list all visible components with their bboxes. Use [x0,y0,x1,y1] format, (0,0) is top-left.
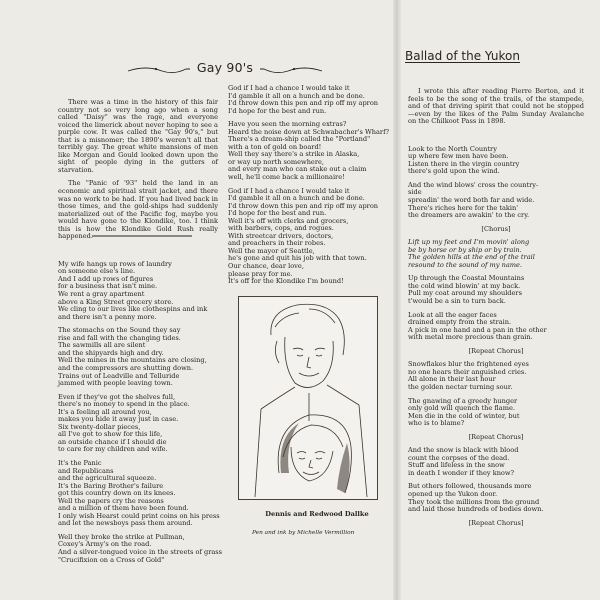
lyric-line: And I add up rows of figures [58,274,154,283]
lyric-line: I only wish Hearst could print coins on his press [58,511,220,520]
lyric-line: makes you hide it away just in case. [58,415,179,424]
lyric-line: and the agricultural squeeze. [58,474,157,483]
lyric-line: who is to blame? [408,419,465,428]
lyric-line: Well it's off with clerks and grocers, [228,216,349,225]
lyric-line: I'd gamble it all on a hunch and be done. [228,91,365,100]
lyric-line: Coxey's Army's on the road. [58,540,152,549]
lyric-stanza [58,327,218,387]
lyric-line: We rent a gray apartment [58,290,145,299]
lyric-line: The sawmills all are silent [58,341,146,350]
lyric-line: Men die in the cold of winter, but [408,411,520,420]
lyric-stanza [408,312,584,342]
yukon-lyrics [408,146,584,527]
chorus-label: [Chorus] [481,224,511,233]
lyric-line: and preachers in their robes. [228,239,326,248]
lyric-line: There's riches here for the takin' [408,203,519,212]
lyric-line: an outside chance if I should die [58,437,167,446]
lyric-line: Well the mines in the mountains are closing, [58,356,207,365]
lyric-line: the dreamers are awakin' to the cry. [408,211,530,220]
lyric-line: and there isn't a penny more. [58,312,157,321]
page-fold [393,0,401,600]
yukon-column [408,88,584,533]
lyric-line: please pray for me. [228,269,293,278]
lyric-line: got this country down on its knees. [58,489,176,498]
lyric-line: the golden nectar turning sour. [408,382,513,391]
lyric-line: only gold will quench the flame. [408,404,515,413]
lyric-line: All alone in their last hour [408,375,496,384]
lyric-line: Pull my coat around my shoulders [408,289,522,298]
lyric-line: there's no money to spend in the place. [58,400,190,409]
lyric-line: the cold wind blowin' at my back. [408,281,521,290]
lyric-line: Trains out of Leadville and Telluride [58,371,180,380]
intro-paragraph-2: The "Panic of '93" held the land in an economic and spiritual strait jacket, and there was no work to be had. If you had lived back in those times, and the gold-ships had suddenly materialized out of the Pacific fog, maybe you would have gone to the Klondike, too. I think this is how the Klondike Gold Rush really happened. [58,179,218,241]
lyric-stanza [408,275,584,305]
lyric-line: and the compressors are shutting down. [58,363,194,372]
lyric-line: It's the Panic [58,458,102,467]
lyric-line: with metal more precious than grain. [408,333,533,342]
lyric-stanza [228,188,388,286]
lyric-line: well, he'll come back a millionaire! [228,173,345,182]
lyric-line: up where few men have been. [408,152,509,161]
lyric-line: and let the newsboys pass them around. [58,519,193,528]
lyric-stanza [408,447,584,477]
illustration-caption: Dennis and Redwood Dallke [265,510,369,518]
lyric-stanza [408,361,584,391]
yukon-intro: I wrote this after reading Pierre Berton, and it feels to be the song of the trails, of the stampede, and of that driving spirit that could not be stopped—even by the likes of the Palm Sunday Avalanche on the Chilkoot Pass in 1898. [408,87,584,126]
lyric-line: there's gold upon the wind. [408,167,500,176]
lyric-line: no one hears their anguished cries. [408,367,527,376]
lyric-line: It's off for the Klondike I'm bound! [228,277,344,286]
lyric-line: jammed with people leaving town. [58,379,173,388]
lyric-stanza [58,261,218,321]
lyric-line: and every man who can stake out a claim [228,165,367,174]
lyric-line: Even if they've got the shelves full, [58,392,176,401]
lyric-line: Stuff and lifeless in the snow [408,461,505,470]
lyric-line: be by horse or by ship or by train. [408,245,522,254]
lyric-line: and the shipyards high and dry. [58,348,164,357]
lyric-stanza [408,483,584,513]
lyric-line: The gnawing of a greedy hunger [408,396,518,405]
lyric-line: Well they broke the strike at Pullman, [58,532,185,541]
lyric-line: t'would be a sin to turn back. [408,297,506,306]
lyric-line: And a silver-tongued voice in the streets of grass [58,547,223,556]
left-lyrics [58,259,223,564]
lyric-line: rise and fall with the changing tides. [58,333,181,342]
lyric-line: Listen there in the virgin country [408,159,520,168]
lyric-line: opened up the Yukon door. [408,489,498,498]
lyric-line: Well the mayor of Seattle, [228,246,315,255]
lyric-stanza [58,532,223,564]
illustration-credit: Pen and ink by Michelle Vermillion [252,530,355,536]
couple-portrait-icon [239,297,377,499]
lyric-line: Well the papers cry the reasons [58,496,164,505]
lyric-line: or way up north somewhere, [228,157,324,166]
section-divider [92,233,192,239]
lyric-line: he's gone and quit his job with that town. [228,254,367,263]
lyric-line: A pick in one hand and a pan in the other [408,325,547,334]
lyric-line: with a ton of gold on board! [228,142,322,151]
lyric-line: on someone else's line. [58,267,136,276]
lyric-line: God if I had a chance I would take it [228,186,350,195]
lyric-line: It's a feeling all around you, [58,407,152,416]
lyric-line: drained empty from the strain. [408,318,512,327]
gay-90s-title: Gay 90's [196,60,254,75]
lyric-line: for a business that isn't mine. [58,282,158,291]
lyric-line: Have you seen the morning extras? [228,120,347,129]
lyric-line: above a King Street grocery store. [58,297,174,306]
lyric-line: in death I wonder if they know? [408,468,515,477]
ballad-title: Ballad of the Yukon [405,49,520,63]
lyric-line: to care for my children and wife. [58,445,168,454]
lyric-line: There's a dream-ship called the "Portland" [228,135,371,144]
lyric-line: And the wind blows' cross the country- [408,180,539,189]
lyric-line: Look to the North Country [408,144,497,153]
lyric-line: God if I had a chance I would take it [228,84,350,92]
lyric-line: spreadin' the word both far and wide. [408,196,535,205]
lyric-line: with barbers, cops, and rogues. [228,224,334,233]
lyric-line: Our chance, dear love, [228,262,304,271]
lyric-stanza [408,398,584,428]
lyric-line: resound to the sound of my name. [408,260,522,269]
lyric-stanza [408,239,584,269]
lyric-line: Snowflakes blur the frightened eyes [408,360,529,369]
lyric-line: Six twenty-dollar pieces, [58,422,141,431]
lyric-stanza [58,460,218,528]
chorus-label: [Repeat Chorus] [468,432,524,441]
lyric-line: count the corpses of the dead. [408,453,510,462]
lyric-line: Up through the Coastal Mountains [408,274,525,283]
gay-90s-title-block [126,60,324,78]
middle-lyrics [228,85,388,286]
lyric-line: Well they say there's a strike in Alaska, [228,150,360,159]
lyric-line: I'd hope for the best and run. [228,106,327,115]
lyric-line: And the snow is black with blood [408,446,519,455]
lyric-line: Heard the noise down at Schwabacher's Wharf? [228,127,390,136]
lyric-line: and Republicans [58,466,114,475]
lyric-line: side [408,188,422,197]
lyric-line: Look at all the eager faces [408,310,497,319]
chorus-label: [Repeat Chorus] [468,518,524,527]
lyric-stanza [228,85,388,115]
lyric-line: I'd gamble it all on a hunch and be done. [228,194,365,203]
lyric-line: My wife hangs up rows of laundry [58,259,172,268]
lyric-line: and laid those hundreds of bodies down. [408,505,544,514]
lyric-line: Lift up my feet and I'm movin' along [408,238,530,247]
lyric-line: We cling to our lives like clothespins and ink [58,305,208,314]
lyric-line: It's the Baring Brother's failure [58,481,164,490]
intro-paragraph-1: There was a time in the history of this fair country not so very long ago when a song called "Daisy" was the rage, and everyone voiced the limerick about never hoping to see a purple cow. It was called the "Gay 90's," but that is a misnomer; the 1890's weren't all that terribly gay. The great white mansions of men like Morgan and Gould looked down upon the sight of people dying in the gutters of starvation. [58,98,218,174]
gay-90s-left-column [58,98,223,570]
lyric-line: I'd throw down this pen and rip off my apron [228,99,379,108]
lyric-line: and a million of them have been found. [58,504,189,513]
lyric-line: I'd throw down this pen and rip off my apron [228,201,379,210]
lyric-stanza [408,146,584,176]
portrait-illustration [238,296,378,500]
gay-90s-middle-column [228,85,388,292]
chorus-label: [Repeat Chorus] [468,346,524,355]
lyric-stanza [228,121,388,181]
lyric-line: all I've got to show for this life, [58,430,163,439]
lyric-line: With streetcar drivers, doctors, [228,231,334,240]
lyric-line: "Crucifixion on a Cross of Gold" [58,555,165,564]
lyric-stanza [408,182,584,220]
lyric-line: The golden hills at the end of the trail [408,253,535,262]
lyric-line: But others followed, thousands more [408,482,532,491]
lyric-line: I'd hope for the best and run. [228,209,327,218]
lyric-stanza [58,394,218,454]
lyric-line: They took the millions from the ground [408,497,540,506]
lyric-line: The stomachs on the Sound they say [58,326,181,335]
